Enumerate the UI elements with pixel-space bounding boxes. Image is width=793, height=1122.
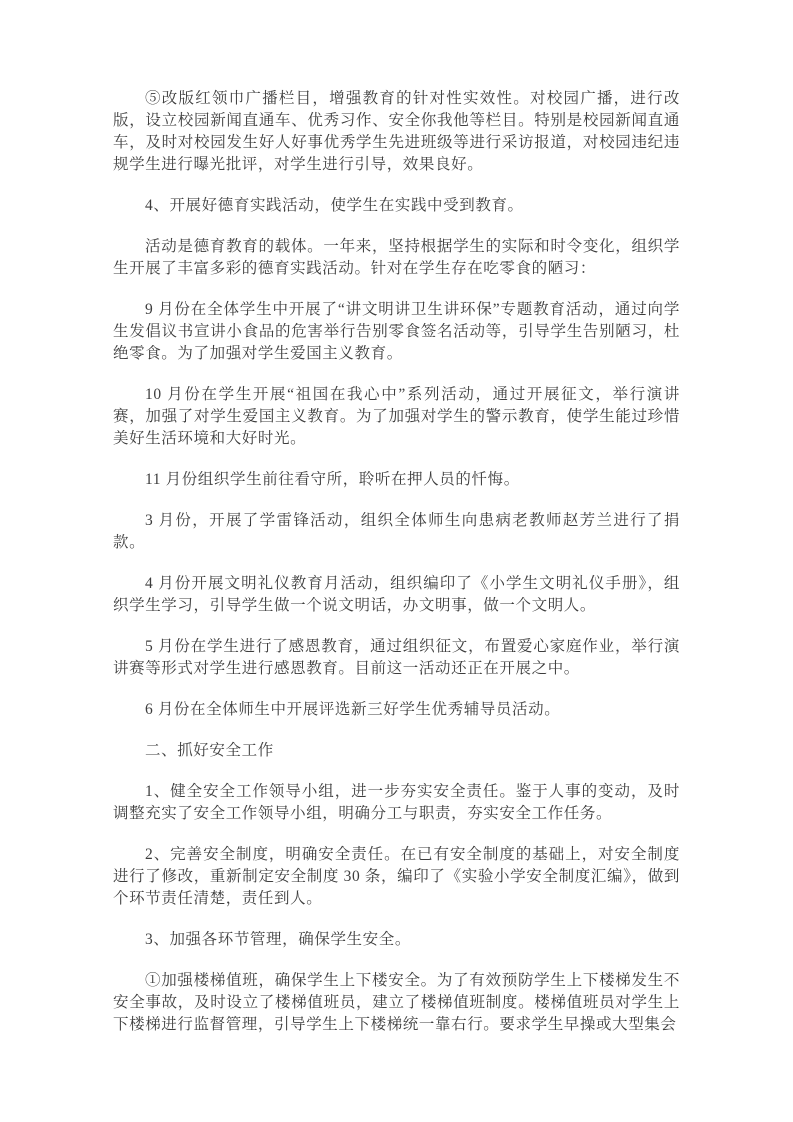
para-june-activity: 6 月份在全体师生中开展评选新三好学生优秀辅导员活动。: [145, 701, 561, 718]
para-stair-duty: ①加强楼梯值班，确保学生上下楼安全。为了有效预防学生上下楼梯发生不安全事故，及时设立了楼梯值班员，建立了楼梯值班制度。楼梯值班员对学生上下楼梯进行监督管理，引导学生上下楼梯统一靠右行。要求学生早操或大型集会: [113, 972, 680, 1033]
para-march-activity: 3 月份，开展了学雷锋活动，组织全体师生向患病老教师赵芳兰进行了捐款。: [113, 512, 680, 551]
para-october-activity: 10 月份在学生开展“祖国在我心中”系列活动，通过开展征文，举行演讲赛，加强了对学生爱国主义教育。为了加强对学生的警示教育，使学生能过珍惜美好生活环境和大好时光。: [113, 386, 680, 447]
para-2-safety-system: 2、完善安全制度，明确安全责任。在已有安全制度的基础上，对安全制度进行了修改，重新制定安全制度 30 条，编印了《实验小学安全制度汇编》，做到个环节责任清楚，责任到人。: [113, 846, 680, 907]
para-may-activity: 5 月份在学生进行了感恩教育，通过组织征文，布置爱心家庭作业，举行演讲赛等形式对学生进行感恩教育。目前这一活动还正在开展之中。: [113, 638, 680, 677]
para-radio-program-reform: ⑤改版红领巾广播栏目，增强教育的针对性实效性。对校园广播，进行改版，设立校园新闻直通车、优秀习作、安全你我他等栏目。特别是校园新闻直通车，及时对校园发生好人好事优秀学生先进班级等进行采访报道，对校园违纪违规学生进行曝光批评，对学生进行引导，效果良好。: [113, 90, 680, 173]
para-3-safety-management: 3、加强各环节管理，确保学生安全。: [145, 931, 411, 948]
heading-4-moral-practice: 4、开展好德育实践活动，使学生在实践中受到教育。: [145, 197, 524, 214]
heading-section-two-safety: 二、抓好安全工作: [145, 742, 274, 759]
para-activity-carrier: 活动是德育教育的载体。一年来，坚持根据学生的实际和时令变化，组织学生开展了丰富多彩的德育实践活动。针对在学生存在吃零食的陋习：: [113, 238, 680, 277]
para-1-safety-leading-group: 1、健全安全工作领导小组，进一步夯实安全责任。鉴于人事的变动，及时调整充实了安全工作领导小组，明确分工与职责，夯实安全工作任务。: [113, 783, 680, 822]
para-april-activity: 4 月份开展文明礼仪教育月活动，组织编印了《小学生文明礼仪手册》，组织学生学习，引导学生做一个说文明话，办文明事，做一个文明人。: [113, 575, 680, 614]
para-september-activity: 9 月份在全体学生中开展了“讲文明讲卫生讲环保”专题教育活动，通过向学生发倡议书宣讲小食品的危害举行告别零食签名活动等，引导学生告别陋习，杜绝零食。为了加强对学生爱国主义教育。: [113, 301, 680, 362]
para-november-activity: 11 月份组织学生前往看守所，聆听在押人员的忏悔。: [145, 471, 520, 488]
